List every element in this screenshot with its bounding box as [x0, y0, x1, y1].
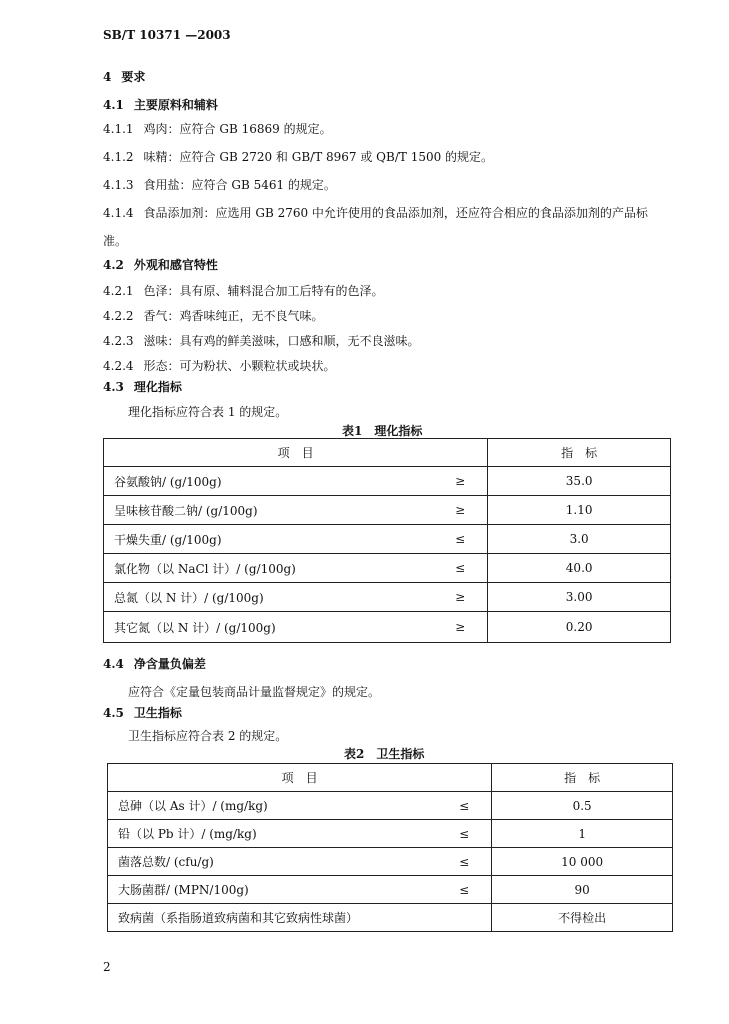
column-header-item: 项 目 — [108, 764, 492, 792]
section-4-4-heading: 4.4 净含量负偏差 — [103, 657, 206, 671]
table-row: 菌落总数/ (cfu/g) ≤ 10 000 — [108, 848, 673, 876]
section-title: 要求 — [121, 70, 146, 84]
section-4-heading — [103, 68, 145, 85]
section-4-4-body: 应符合《定量包装商品计量监督规定》的规定。 — [128, 685, 381, 699]
clause-4-1-4: 4.1.4 食品添加剂：应选用 GB 2760 中允许使用的食品添加剂，还应符合相应的食品添加剂的产品标 — [103, 206, 648, 220]
section-4-3-body: 理化指标应符合表 1 的规定。 — [128, 405, 288, 419]
section-title: 主要原料和辅料 — [133, 98, 218, 112]
page-number: 2 — [103, 960, 111, 974]
clause-4-2-4: 4.2.4 形态：可为粉状、小颗粒状或块状。 — [103, 359, 336, 373]
table-row: 总氮（以 N 计）/ (g/100g) ≥ 3.00 — [104, 583, 671, 612]
column-header-item: 项 目 — [104, 439, 488, 467]
standard-code: SB/T 10371 —2003 — [103, 28, 231, 42]
section-4-1-heading — [103, 96, 218, 113]
section-4-2-heading: 4.2 外观和感官特性 — [103, 258, 218, 272]
clause-4-1-4-continuation: 准。 — [103, 234, 128, 248]
section-number: 4 — [103, 70, 112, 84]
table-row: 谷氨酸钠/ (g/100g) ≥ 35.0 — [104, 467, 671, 496]
table-row: 铅（以 Pb 计）/ (mg/kg) ≤ 1 — [108, 820, 673, 848]
table-row: 其它氮（以 N 计）/ (g/100g) ≥ 0.20 — [104, 612, 671, 643]
table-row: 总砷（以 As 计）/ (mg/kg) ≤ 0.5 — [108, 792, 673, 820]
clause-4-1-2: 4.1.2 味精：应符合 GB 2720 和 GB/T 8967 或 QB/T 1500 的规定。 — [103, 150, 494, 164]
table-row: 大肠菌群/ (MPN/100g) ≤ 90 — [108, 876, 673, 904]
section-4-5-heading: 4.5 卫生指标 — [103, 706, 182, 720]
table-header-row — [108, 764, 673, 792]
clause-4-2-3: 4.2.3 滋味：具有鸡的鲜美滋味，口感和顺，无不良滋味。 — [103, 334, 420, 348]
column-header-value: 指 标 — [492, 764, 673, 792]
section-4-3-heading: 4.3 理化指标 — [103, 380, 182, 394]
clause-4-1-1: 4.1.1 鸡肉：应符合 GB 16869 的规定。 — [103, 122, 332, 136]
section-4-5-body: 卫生指标应符合表 2 的规定。 — [128, 729, 288, 743]
table-row: 氯化物（以 NaCl 计）/ (g/100g) ≤ 40.0 — [104, 554, 671, 583]
table-row: 呈味核苷酸二钠/ (g/100g) ≥ 1.10 — [104, 496, 671, 525]
table-row: 干燥失重/ (g/100g) ≤ 3.0 — [104, 525, 671, 554]
column-header-value: 指 标 — [488, 439, 671, 467]
table-1 — [103, 438, 671, 643]
table-1-caption: 表1 理化指标 — [342, 424, 423, 438]
clause-4-2-2: 4.2.2 香气：鸡香味纯正，无不良气味。 — [103, 309, 324, 323]
clause-4-1-3: 4.1.3 食用盐：应符合 GB 5461 的规定。 — [103, 178, 336, 192]
section-number: 4.1 — [103, 98, 124, 112]
table-row: 致病菌（系指肠道致病菌和其它致病性球菌） 不得检出 — [108, 904, 673, 932]
table-2 — [107, 763, 673, 932]
table-header-row — [104, 439, 671, 467]
clause-4-2-1: 4.2.1 色泽：具有原、辅料混合加工后特有的色泽。 — [103, 284, 384, 298]
table-2-caption: 表2 卫生指标 — [344, 747, 425, 761]
